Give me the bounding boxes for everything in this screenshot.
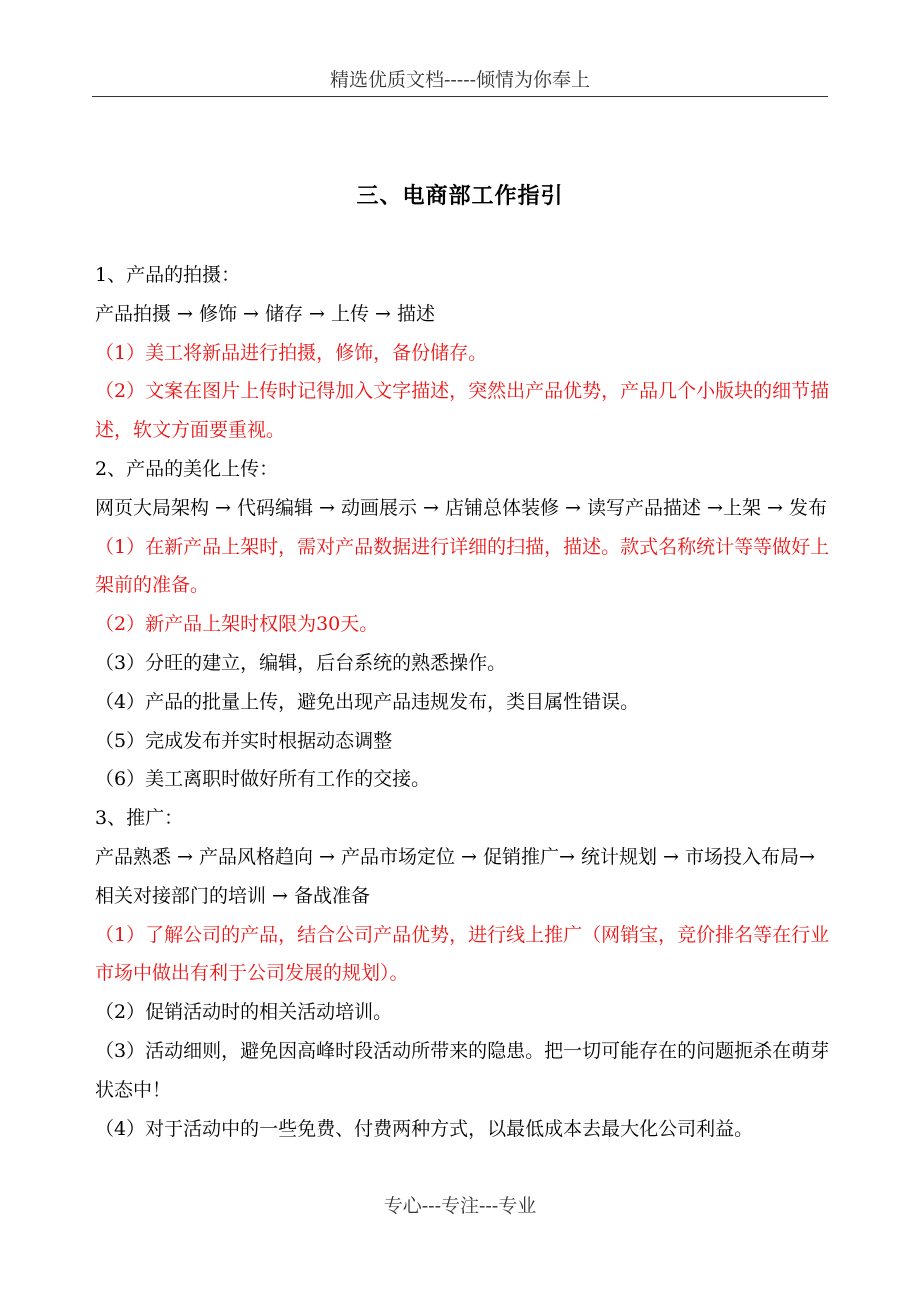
page-footer: 专心---专注---专业 [383, 1195, 537, 1217]
section-3-item-2: （2）促销活动时的相关活动培训。 [95, 1001, 393, 1024]
section-2-item-6: （6）美工离职时做好所有工作的交接。 [95, 768, 431, 791]
document-body [95, 256, 835, 1148]
section-2-flow: 网页大局架构 → 代码编辑 → 动画展示 → 店铺总体装修 → 读写产品描述 →上架 → 发布 [95, 496, 827, 519]
section-1-flow: 产品拍摄 → 修饰 → 储存 → 上传 → 描述 [95, 302, 435, 325]
section-3-flow: 产品熟悉 → 产品风格趋向 → 产品市场定位 → 促销推广→ 统计规划 → 市场投入布局→ 相关对接部门的培训 → 备战准备 [95, 845, 815, 907]
section-2-item-5: （5）完成发布并实时根据动态调整 [95, 729, 393, 752]
section-2-item-4: （4）产品的批量上传，避免出现产品违规发布，类目属性错误。 [95, 690, 640, 713]
section-2-item-3: （3）分旺的建立，编辑，后台系统的熟悉操作。 [95, 651, 507, 674]
section-2-item-2: （2）新产品上架时权限为30天。 [95, 613, 379, 636]
section-2-heading: 2、产品的美化上传： [95, 457, 279, 480]
section-1-heading: 1、产品的拍摄： [95, 264, 241, 286]
section-3-item-3: （3）活动细则，避免因高峰时段活动所带来的隐患。把一切可能存在的问题扼杀在萌芽状态中！ [95, 1039, 830, 1101]
page-header: 精选优质文档-----倾情为你奉上 [329, 69, 591, 91]
section-1-item-1: （1）美工将新品进行拍摄，修饰，备份储存。 [95, 341, 488, 364]
section-3-heading: 3、推广： [95, 807, 184, 830]
header-divider [92, 96, 828, 97]
document-title: 三、电商部工作指引 [356, 183, 564, 209]
section-3-item-4: （4）对于活动中的一些免费、付费两种方式，以最低成本去最大化公司利益。 [95, 1117, 754, 1140]
section-1-item-2: （2）文案在图片上传时记得加入文字描述，突然出产品优势，产品几个小版块的细节描述，软文方面要重视。 [95, 380, 830, 442]
section-2-item-1: （1）在新产品上架时，需对产品数据进行详细的扫描，描述。款式名称统计等等做好上架前的准备。 [95, 535, 830, 597]
section-3-item-1: （1）了解公司的产品，结合公司产品优势，进行线上推广（网销宝，竞价排名等在行业市场中做出有利于公司发展的规划）。 [95, 923, 830, 985]
